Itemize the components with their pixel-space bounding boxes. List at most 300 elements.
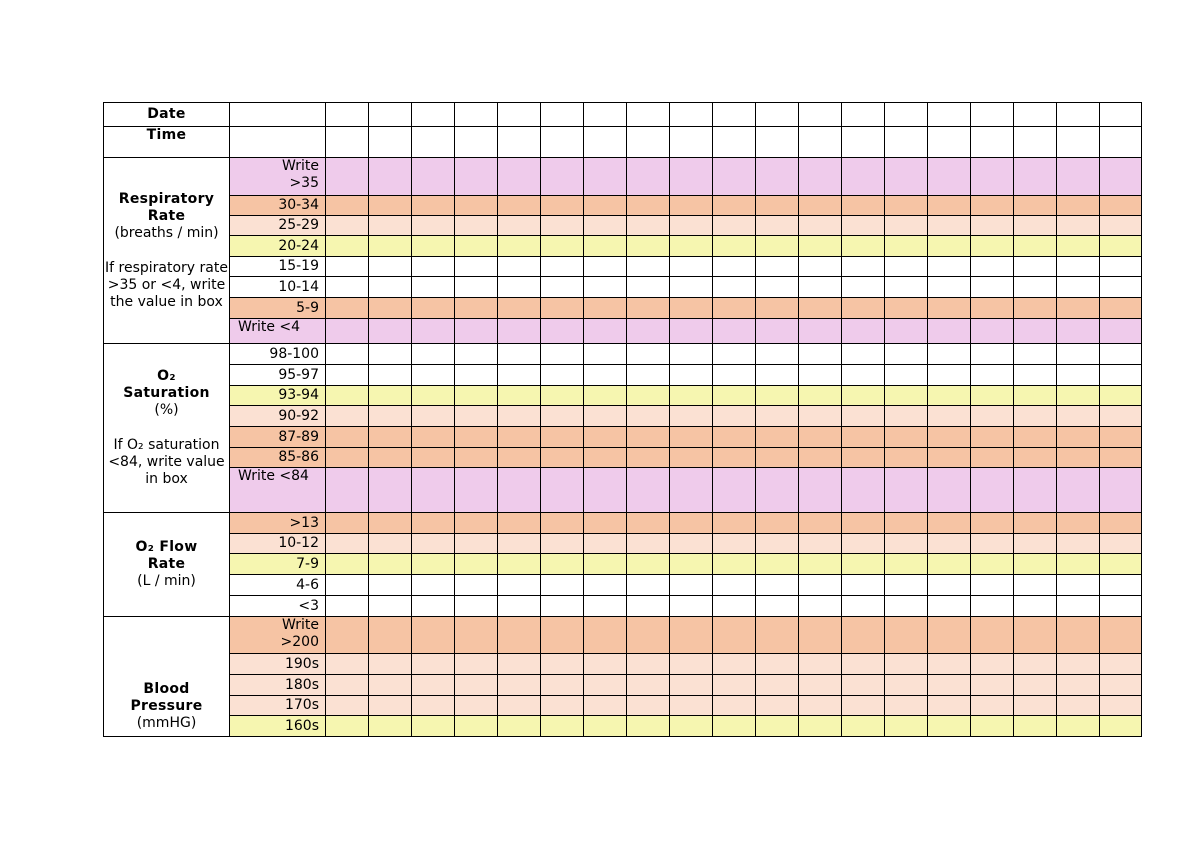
o2-flow-rate-entry-cell[interactable] [627,575,670,596]
time-entry-cell[interactable] [627,127,670,158]
o2-flow-rate-entry-cell[interactable] [670,575,713,596]
respiratory-rate-entry-cell[interactable] [799,236,842,257]
o2-flow-rate-entry-cell[interactable] [885,575,928,596]
respiratory-rate-entry-cell[interactable] [1014,319,1057,344]
o2-saturation-entry-cell[interactable] [842,386,885,406]
respiratory-rate-entry-cell[interactable] [627,216,670,236]
blood-pressure-entry-cell[interactable] [670,617,713,654]
o2-flow-rate-entry-cell[interactable] [326,534,369,554]
o2-saturation-entry-cell[interactable] [627,448,670,468]
o2-flow-rate-entry-cell[interactable] [713,554,756,575]
o2-flow-rate-entry-cell[interactable] [541,534,584,554]
respiratory-rate-entry-cell[interactable] [584,277,627,298]
o2-saturation-entry-cell[interactable] [799,468,842,513]
respiratory-rate-entry-cell[interactable] [498,277,541,298]
o2-saturation-entry-cell[interactable] [971,386,1014,406]
date-entry-cell[interactable] [455,103,498,127]
o2-flow-rate-entry-cell[interactable] [498,596,541,617]
o2-saturation-entry-cell[interactable] [885,406,928,427]
date-entry-cell[interactable] [627,103,670,127]
respiratory-rate-entry-cell[interactable] [627,158,670,196]
respiratory-rate-entry-cell[interactable] [584,196,627,216]
blood-pressure-entry-cell[interactable] [971,716,1014,737]
o2-saturation-entry-cell[interactable] [713,468,756,513]
o2-saturation-entry-cell[interactable] [1057,386,1100,406]
o2-saturation-entry-cell[interactable] [455,344,498,365]
o2-flow-rate-entry-cell[interactable] [1100,575,1142,596]
respiratory-rate-entry-cell[interactable] [1057,158,1100,196]
o2-flow-rate-entry-cell[interactable] [369,596,412,617]
o2-saturation-entry-cell[interactable] [455,427,498,448]
respiratory-rate-entry-cell[interactable] [326,298,369,319]
o2-flow-rate-entry-cell[interactable] [1100,534,1142,554]
respiratory-rate-entry-cell[interactable] [412,196,455,216]
o2-saturation-entry-cell[interactable] [455,468,498,513]
respiratory-rate-entry-cell[interactable] [1014,196,1057,216]
respiratory-rate-entry-cell[interactable] [369,298,412,319]
o2-flow-rate-entry-cell[interactable] [412,596,455,617]
o2-saturation-entry-cell[interactable] [326,468,369,513]
o2-saturation-entry-cell[interactable] [1100,406,1142,427]
o2-flow-rate-entry-cell[interactable] [756,534,799,554]
blood-pressure-entry-cell[interactable] [799,675,842,696]
blood-pressure-entry-cell[interactable] [369,675,412,696]
o2-saturation-entry-cell[interactable] [885,448,928,468]
respiratory-rate-entry-cell[interactable] [369,196,412,216]
o2-saturation-entry-cell[interactable] [799,406,842,427]
o2-flow-rate-entry-cell[interactable] [799,513,842,534]
respiratory-rate-entry-cell[interactable] [541,216,584,236]
blood-pressure-entry-cell[interactable] [670,696,713,716]
o2-saturation-entry-cell[interactable] [541,448,584,468]
blood-pressure-entry-cell[interactable] [584,716,627,737]
date-entry-cell[interactable] [541,103,584,127]
o2-flow-rate-entry-cell[interactable] [971,513,1014,534]
time-entry-cell[interactable] [799,127,842,158]
o2-saturation-entry-cell[interactable] [670,468,713,513]
o2-saturation-entry-cell[interactable] [584,386,627,406]
blood-pressure-entry-cell[interactable] [498,654,541,675]
o2-flow-rate-entry-cell[interactable] [713,596,756,617]
o2-flow-rate-entry-cell[interactable] [1014,575,1057,596]
o2-flow-rate-entry-cell[interactable] [326,575,369,596]
respiratory-rate-entry-cell[interactable] [885,319,928,344]
blood-pressure-entry-cell[interactable] [670,716,713,737]
blood-pressure-entry-cell[interactable] [412,716,455,737]
o2-saturation-entry-cell[interactable] [1014,406,1057,427]
blood-pressure-entry-cell[interactable] [928,696,971,716]
o2-flow-rate-entry-cell[interactable] [885,596,928,617]
blood-pressure-entry-cell[interactable] [1014,617,1057,654]
date-entry-cell[interactable] [1057,103,1100,127]
o2-saturation-entry-cell[interactable] [627,386,670,406]
respiratory-rate-entry-cell[interactable] [971,158,1014,196]
respiratory-rate-entry-cell[interactable] [1100,216,1142,236]
respiratory-rate-entry-cell[interactable] [971,319,1014,344]
time-entry-cell[interactable] [971,127,1014,158]
respiratory-rate-entry-cell[interactable] [756,196,799,216]
respiratory-rate-entry-cell[interactable] [670,257,713,277]
respiratory-rate-entry-cell[interactable] [670,236,713,257]
o2-flow-rate-entry-cell[interactable] [455,554,498,575]
blood-pressure-entry-cell[interactable] [799,654,842,675]
o2-flow-rate-entry-cell[interactable] [928,554,971,575]
blood-pressure-entry-cell[interactable] [1057,654,1100,675]
o2-flow-rate-entry-cell[interactable] [627,554,670,575]
time-entry-cell[interactable] [842,127,885,158]
date-entry-cell[interactable] [713,103,756,127]
o2-saturation-entry-cell[interactable] [756,406,799,427]
o2-flow-rate-entry-cell[interactable] [756,513,799,534]
blood-pressure-entry-cell[interactable] [369,617,412,654]
date-entry-cell[interactable] [885,103,928,127]
respiratory-rate-entry-cell[interactable] [455,196,498,216]
blood-pressure-entry-cell[interactable] [412,617,455,654]
o2-flow-rate-entry-cell[interactable] [1100,513,1142,534]
o2-flow-rate-entry-cell[interactable] [971,596,1014,617]
blood-pressure-entry-cell[interactable] [627,654,670,675]
o2-saturation-entry-cell[interactable] [369,386,412,406]
o2-saturation-entry-cell[interactable] [928,365,971,386]
o2-flow-rate-entry-cell[interactable] [885,534,928,554]
time-entry-cell[interactable] [1100,127,1142,158]
respiratory-rate-entry-cell[interactable] [498,158,541,196]
respiratory-rate-entry-cell[interactable] [670,158,713,196]
o2-saturation-entry-cell[interactable] [455,365,498,386]
respiratory-rate-entry-cell[interactable] [455,216,498,236]
respiratory-rate-entry-cell[interactable] [799,319,842,344]
o2-flow-rate-entry-cell[interactable] [713,534,756,554]
o2-saturation-entry-cell[interactable] [842,468,885,513]
blood-pressure-entry-cell[interactable] [584,675,627,696]
o2-flow-rate-entry-cell[interactable] [971,554,1014,575]
respiratory-rate-entry-cell[interactable] [627,236,670,257]
o2-saturation-entry-cell[interactable] [1100,468,1142,513]
respiratory-rate-entry-cell[interactable] [885,158,928,196]
o2-flow-rate-entry-cell[interactable] [498,513,541,534]
blood-pressure-entry-cell[interactable] [627,716,670,737]
blood-pressure-entry-cell[interactable] [541,696,584,716]
o2-saturation-entry-cell[interactable] [412,365,455,386]
o2-flow-rate-entry-cell[interactable] [842,575,885,596]
respiratory-rate-entry-cell[interactable] [369,216,412,236]
blood-pressure-entry-cell[interactable] [541,675,584,696]
blood-pressure-entry-cell[interactable] [369,654,412,675]
o2-saturation-entry-cell[interactable] [455,448,498,468]
o2-flow-rate-entry-cell[interactable] [756,554,799,575]
blood-pressure-entry-cell[interactable] [412,654,455,675]
o2-saturation-entry-cell[interactable] [971,427,1014,448]
o2-flow-rate-entry-cell[interactable] [670,513,713,534]
respiratory-rate-entry-cell[interactable] [885,257,928,277]
o2-flow-rate-entry-cell[interactable] [1014,534,1057,554]
o2-saturation-entry-cell[interactable] [369,406,412,427]
blood-pressure-entry-cell[interactable] [326,654,369,675]
respiratory-rate-entry-cell[interactable] [1100,257,1142,277]
o2-saturation-entry-cell[interactable] [326,344,369,365]
respiratory-rate-entry-cell[interactable] [713,257,756,277]
blood-pressure-entry-cell[interactable] [885,716,928,737]
o2-flow-rate-entry-cell[interactable] [928,534,971,554]
o2-flow-rate-entry-cell[interactable] [1100,554,1142,575]
o2-flow-rate-entry-cell[interactable] [455,575,498,596]
o2-flow-rate-entry-cell[interactable] [455,513,498,534]
o2-saturation-entry-cell[interactable] [885,427,928,448]
o2-saturation-entry-cell[interactable] [1057,468,1100,513]
respiratory-rate-entry-cell[interactable] [928,196,971,216]
o2-saturation-entry-cell[interactable] [412,406,455,427]
respiratory-rate-entry-cell[interactable] [1014,236,1057,257]
o2-saturation-entry-cell[interactable] [670,365,713,386]
o2-saturation-entry-cell[interactable] [369,365,412,386]
o2-saturation-entry-cell[interactable] [756,344,799,365]
o2-saturation-entry-cell[interactable] [326,427,369,448]
o2-saturation-entry-cell[interactable] [799,365,842,386]
respiratory-rate-entry-cell[interactable] [369,257,412,277]
respiratory-rate-entry-cell[interactable] [928,277,971,298]
o2-saturation-entry-cell[interactable] [670,386,713,406]
o2-saturation-entry-cell[interactable] [412,448,455,468]
time-entry-cell[interactable] [1057,127,1100,158]
respiratory-rate-entry-cell[interactable] [670,319,713,344]
o2-flow-rate-entry-cell[interactable] [369,575,412,596]
respiratory-rate-entry-cell[interactable] [455,158,498,196]
o2-flow-rate-entry-cell[interactable] [584,513,627,534]
blood-pressure-entry-cell[interactable] [1100,675,1142,696]
blood-pressure-entry-cell[interactable] [799,696,842,716]
o2-saturation-entry-cell[interactable] [627,427,670,448]
blood-pressure-entry-cell[interactable] [541,716,584,737]
respiratory-rate-entry-cell[interactable] [799,277,842,298]
respiratory-rate-entry-cell[interactable] [1014,277,1057,298]
respiratory-rate-entry-cell[interactable] [971,236,1014,257]
respiratory-rate-entry-cell[interactable] [369,236,412,257]
date-entry-cell[interactable] [799,103,842,127]
respiratory-rate-entry-cell[interactable] [928,158,971,196]
o2-flow-rate-entry-cell[interactable] [756,575,799,596]
respiratory-rate-entry-cell[interactable] [971,277,1014,298]
respiratory-rate-entry-cell[interactable] [584,216,627,236]
respiratory-rate-entry-cell[interactable] [928,319,971,344]
blood-pressure-entry-cell[interactable] [412,675,455,696]
time-entry-cell[interactable] [455,127,498,158]
respiratory-rate-entry-cell[interactable] [498,216,541,236]
respiratory-rate-entry-cell[interactable] [498,319,541,344]
respiratory-rate-entry-cell[interactable] [842,216,885,236]
time-entry-cell[interactable] [498,127,541,158]
o2-saturation-entry-cell[interactable] [498,427,541,448]
o2-flow-rate-entry-cell[interactable] [369,513,412,534]
respiratory-rate-entry-cell[interactable] [799,216,842,236]
blood-pressure-entry-cell[interactable] [498,617,541,654]
o2-saturation-entry-cell[interactable] [412,468,455,513]
respiratory-rate-entry-cell[interactable] [627,277,670,298]
respiratory-rate-entry-cell[interactable] [369,319,412,344]
o2-flow-rate-entry-cell[interactable] [498,534,541,554]
o2-saturation-entry-cell[interactable] [842,448,885,468]
o2-saturation-entry-cell[interactable] [1100,344,1142,365]
o2-saturation-entry-cell[interactable] [971,365,1014,386]
respiratory-rate-entry-cell[interactable] [756,319,799,344]
respiratory-rate-entry-cell[interactable] [1057,196,1100,216]
o2-saturation-entry-cell[interactable] [756,448,799,468]
blood-pressure-entry-cell[interactable] [326,716,369,737]
o2-saturation-entry-cell[interactable] [584,427,627,448]
respiratory-rate-entry-cell[interactable] [326,196,369,216]
respiratory-rate-entry-cell[interactable] [928,216,971,236]
o2-flow-rate-entry-cell[interactable] [842,513,885,534]
o2-flow-rate-entry-cell[interactable] [842,596,885,617]
blood-pressure-entry-cell[interactable] [455,696,498,716]
respiratory-rate-entry-cell[interactable] [627,298,670,319]
date-entry-cell[interactable] [498,103,541,127]
o2-saturation-entry-cell[interactable] [670,344,713,365]
respiratory-rate-entry-cell[interactable] [326,319,369,344]
blood-pressure-entry-cell[interactable] [756,675,799,696]
o2-saturation-entry-cell[interactable] [369,344,412,365]
o2-flow-rate-entry-cell[interactable] [541,575,584,596]
respiratory-rate-entry-cell[interactable] [842,277,885,298]
blood-pressure-entry-cell[interactable] [455,617,498,654]
blood-pressure-entry-cell[interactable] [885,617,928,654]
respiratory-rate-entry-cell[interactable] [1100,277,1142,298]
o2-flow-rate-entry-cell[interactable] [971,534,1014,554]
o2-saturation-entry-cell[interactable] [412,427,455,448]
o2-saturation-entry-cell[interactable] [971,406,1014,427]
o2-saturation-entry-cell[interactable] [928,344,971,365]
respiratory-rate-entry-cell[interactable] [326,277,369,298]
blood-pressure-entry-cell[interactable] [1057,617,1100,654]
respiratory-rate-entry-cell[interactable] [842,196,885,216]
o2-saturation-entry-cell[interactable] [1014,468,1057,513]
o2-flow-rate-entry-cell[interactable] [541,513,584,534]
blood-pressure-entry-cell[interactable] [713,617,756,654]
o2-flow-rate-entry-cell[interactable] [455,534,498,554]
blood-pressure-entry-cell[interactable] [885,675,928,696]
respiratory-rate-entry-cell[interactable] [842,298,885,319]
o2-flow-rate-entry-cell[interactable] [627,596,670,617]
respiratory-rate-entry-cell[interactable] [885,277,928,298]
o2-saturation-entry-cell[interactable] [842,344,885,365]
respiratory-rate-entry-cell[interactable] [369,158,412,196]
blood-pressure-entry-cell[interactable] [971,617,1014,654]
date-entry-cell[interactable] [971,103,1014,127]
blood-pressure-entry-cell[interactable] [842,716,885,737]
blood-pressure-entry-cell[interactable] [971,696,1014,716]
o2-flow-rate-entry-cell[interactable] [1057,575,1100,596]
respiratory-rate-entry-cell[interactable] [541,298,584,319]
respiratory-rate-entry-cell[interactable] [455,319,498,344]
o2-flow-rate-entry-cell[interactable] [799,575,842,596]
respiratory-rate-entry-cell[interactable] [1014,257,1057,277]
blood-pressure-entry-cell[interactable] [928,654,971,675]
blood-pressure-entry-cell[interactable] [455,654,498,675]
o2-saturation-entry-cell[interactable] [1057,427,1100,448]
blood-pressure-entry-cell[interactable] [498,716,541,737]
respiratory-rate-entry-cell[interactable] [369,277,412,298]
o2-flow-rate-entry-cell[interactable] [412,554,455,575]
o2-saturation-entry-cell[interactable] [885,468,928,513]
o2-saturation-entry-cell[interactable] [928,468,971,513]
blood-pressure-entry-cell[interactable] [842,654,885,675]
respiratory-rate-entry-cell[interactable] [498,298,541,319]
blood-pressure-entry-cell[interactable] [670,675,713,696]
blood-pressure-entry-cell[interactable] [842,675,885,696]
blood-pressure-entry-cell[interactable] [498,675,541,696]
blood-pressure-entry-cell[interactable] [971,675,1014,696]
blood-pressure-entry-cell[interactable] [670,654,713,675]
time-entry-cell[interactable] [885,127,928,158]
o2-saturation-entry-cell[interactable] [971,344,1014,365]
respiratory-rate-entry-cell[interactable] [412,158,455,196]
o2-flow-rate-entry-cell[interactable] [326,513,369,534]
o2-saturation-entry-cell[interactable] [369,468,412,513]
respiratory-rate-entry-cell[interactable] [584,319,627,344]
o2-saturation-entry-cell[interactable] [627,406,670,427]
o2-saturation-entry-cell[interactable] [928,448,971,468]
respiratory-rate-entry-cell[interactable] [627,319,670,344]
respiratory-rate-entry-cell[interactable] [584,257,627,277]
respiratory-rate-entry-cell[interactable] [756,158,799,196]
date-entry-cell[interactable] [1100,103,1142,127]
o2-saturation-entry-cell[interactable] [1100,448,1142,468]
o2-saturation-entry-cell[interactable] [713,365,756,386]
blood-pressure-entry-cell[interactable] [412,696,455,716]
blood-pressure-entry-cell[interactable] [541,654,584,675]
o2-flow-rate-entry-cell[interactable] [1014,596,1057,617]
o2-flow-rate-entry-cell[interactable] [584,554,627,575]
o2-saturation-entry-cell[interactable] [369,427,412,448]
respiratory-rate-entry-cell[interactable] [584,298,627,319]
o2-saturation-entry-cell[interactable] [885,365,928,386]
blood-pressure-entry-cell[interactable] [498,696,541,716]
o2-saturation-entry-cell[interactable] [670,406,713,427]
time-entry-cell[interactable] [584,127,627,158]
respiratory-rate-entry-cell[interactable] [928,257,971,277]
respiratory-rate-entry-cell[interactable] [885,236,928,257]
blood-pressure-entry-cell[interactable] [1100,696,1142,716]
o2-saturation-entry-cell[interactable] [1014,448,1057,468]
respiratory-rate-entry-cell[interactable] [455,257,498,277]
respiratory-rate-entry-cell[interactable] [541,196,584,216]
o2-flow-rate-entry-cell[interactable] [412,513,455,534]
time-entry-cell[interactable] [928,127,971,158]
time-entry-cell[interactable] [369,127,412,158]
time-entry-cell[interactable] [713,127,756,158]
blood-pressure-entry-cell[interactable] [1014,675,1057,696]
o2-saturation-entry-cell[interactable] [842,427,885,448]
o2-flow-rate-entry-cell[interactable] [326,554,369,575]
o2-saturation-entry-cell[interactable] [799,344,842,365]
o2-saturation-entry-cell[interactable] [541,406,584,427]
date-entry-cell[interactable] [326,103,369,127]
blood-pressure-entry-cell[interactable] [541,617,584,654]
respiratory-rate-entry-cell[interactable] [756,216,799,236]
o2-saturation-entry-cell[interactable] [1057,365,1100,386]
o2-saturation-entry-cell[interactable] [670,427,713,448]
o2-saturation-entry-cell[interactable] [412,344,455,365]
o2-saturation-entry-cell[interactable] [971,448,1014,468]
blood-pressure-entry-cell[interactable] [971,654,1014,675]
o2-saturation-entry-cell[interactable] [455,406,498,427]
blood-pressure-entry-cell[interactable] [756,617,799,654]
o2-flow-rate-entry-cell[interactable] [369,554,412,575]
o2-flow-rate-entry-cell[interactable] [412,534,455,554]
o2-flow-rate-entry-cell[interactable] [584,534,627,554]
o2-flow-rate-entry-cell[interactable] [756,596,799,617]
respiratory-rate-entry-cell[interactable] [713,158,756,196]
respiratory-rate-entry-cell[interactable] [799,298,842,319]
